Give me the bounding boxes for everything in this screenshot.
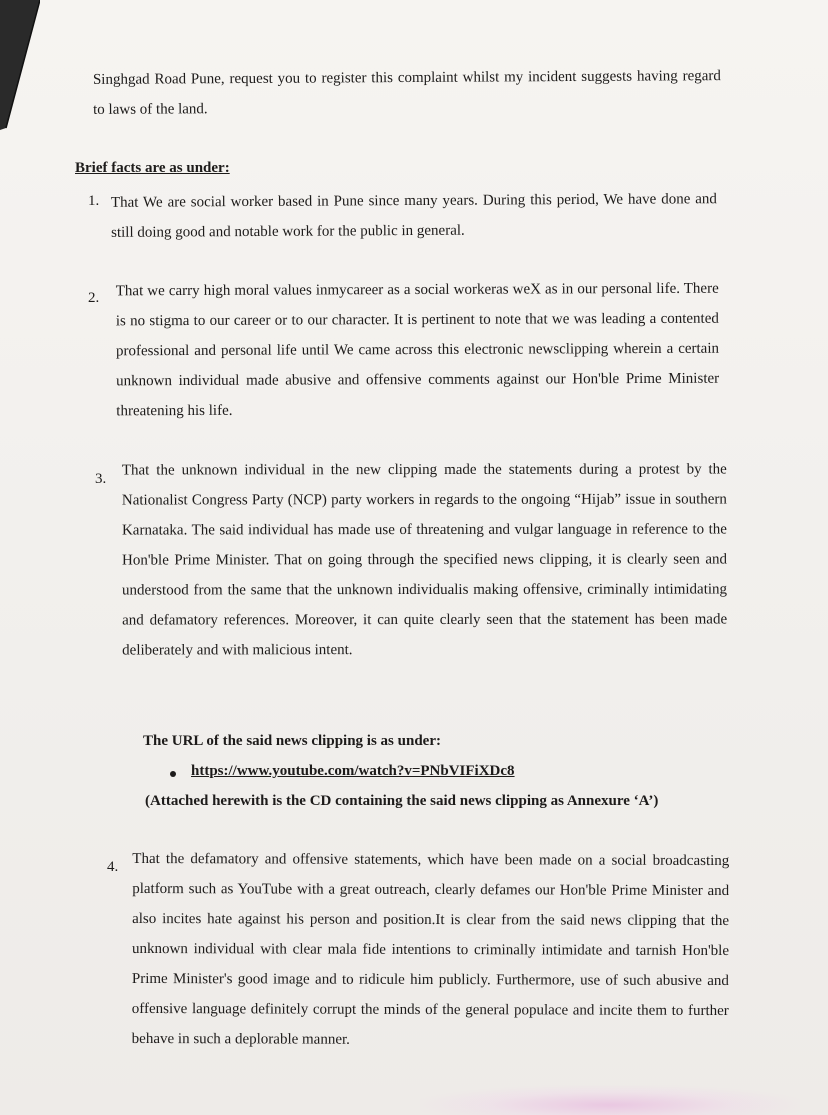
fact-item-4: That the defamatory and offensive statements, which have been made on a social broadcasting platform such as YouTube with a great outreach, clearly defames our Hon'ble Prime Minister and also incites hate against his person and position.It is clear from the said news clipping that the unknown individual with clear mala fide intentions to criminally intimidate and tarnish Hon'ble Prime Minister's good image and to ridicule him publicly. Furthermore, use of such abusive and offensive language definitely corrupt the minds of the general populace and incite them to further behave in such a deplorable manner.: [131, 850, 730, 1048]
fact-item-3: That the unknown individual in the new clipping made the statements during a protest by the Nationalist Congress Party (NCP) party workers in regards to the ongoing “Hijab” issue in southern Karnataka. The said individual has made use of threatening and vulgar language in reference to the Hon'ble Prime Minister. That on going through the specified news clipping, it is clearly seen and understood from the same that the unknown individualis making offensive, criminally intimidating and defamatory references. Moreover, it can quite clearly seen that the statement has been made deliberately and with malicious intent.: [121, 461, 728, 659]
scan-corner-fold: [0, 0, 40, 130]
url-section-heading: The URL of the said news clipping is as under:: [143, 733, 441, 749]
item-number-1: 1.: [88, 193, 100, 209]
brief-facts-heading: Brief facts are as under:: [75, 160, 230, 176]
item-number-3: 3.: [95, 471, 107, 487]
item-number-4: 4.: [107, 859, 119, 875]
bullet-icon: [170, 771, 176, 777]
fact-item-2: That we carry high moral values inmycareer as a social workeras weX as in our personal life. There is no stigma to our career or to our character. It is pertinent to note that we was leading a contented professional and personal life until We came across this electronic newsclipping wherein a certain unknown individual made abusive and offensive comments against our Hon'ble Prime Minister threatening his life.: [115, 280, 720, 420]
scan-color-smudge: [420, 1085, 800, 1115]
intro-paragraph: Singhgad Road Pune, request you to register this complaint whilst my incident suggests having regard to laws of the land.: [92, 68, 721, 118]
item-number-2: 2.: [88, 290, 100, 306]
youtube-url-link[interactable]: https://www.youtube.com/watch?v=PNbVIFiXDc8: [191, 763, 515, 779]
fact-item-1: That We are social worker based in Pune since many years. During this period, We have done and still doing good and notable work for the public in general.: [110, 191, 717, 241]
attached-cd-note: (Attached herewith is the CD containing the said news clipping as Annexure ‘A’): [145, 793, 659, 809]
